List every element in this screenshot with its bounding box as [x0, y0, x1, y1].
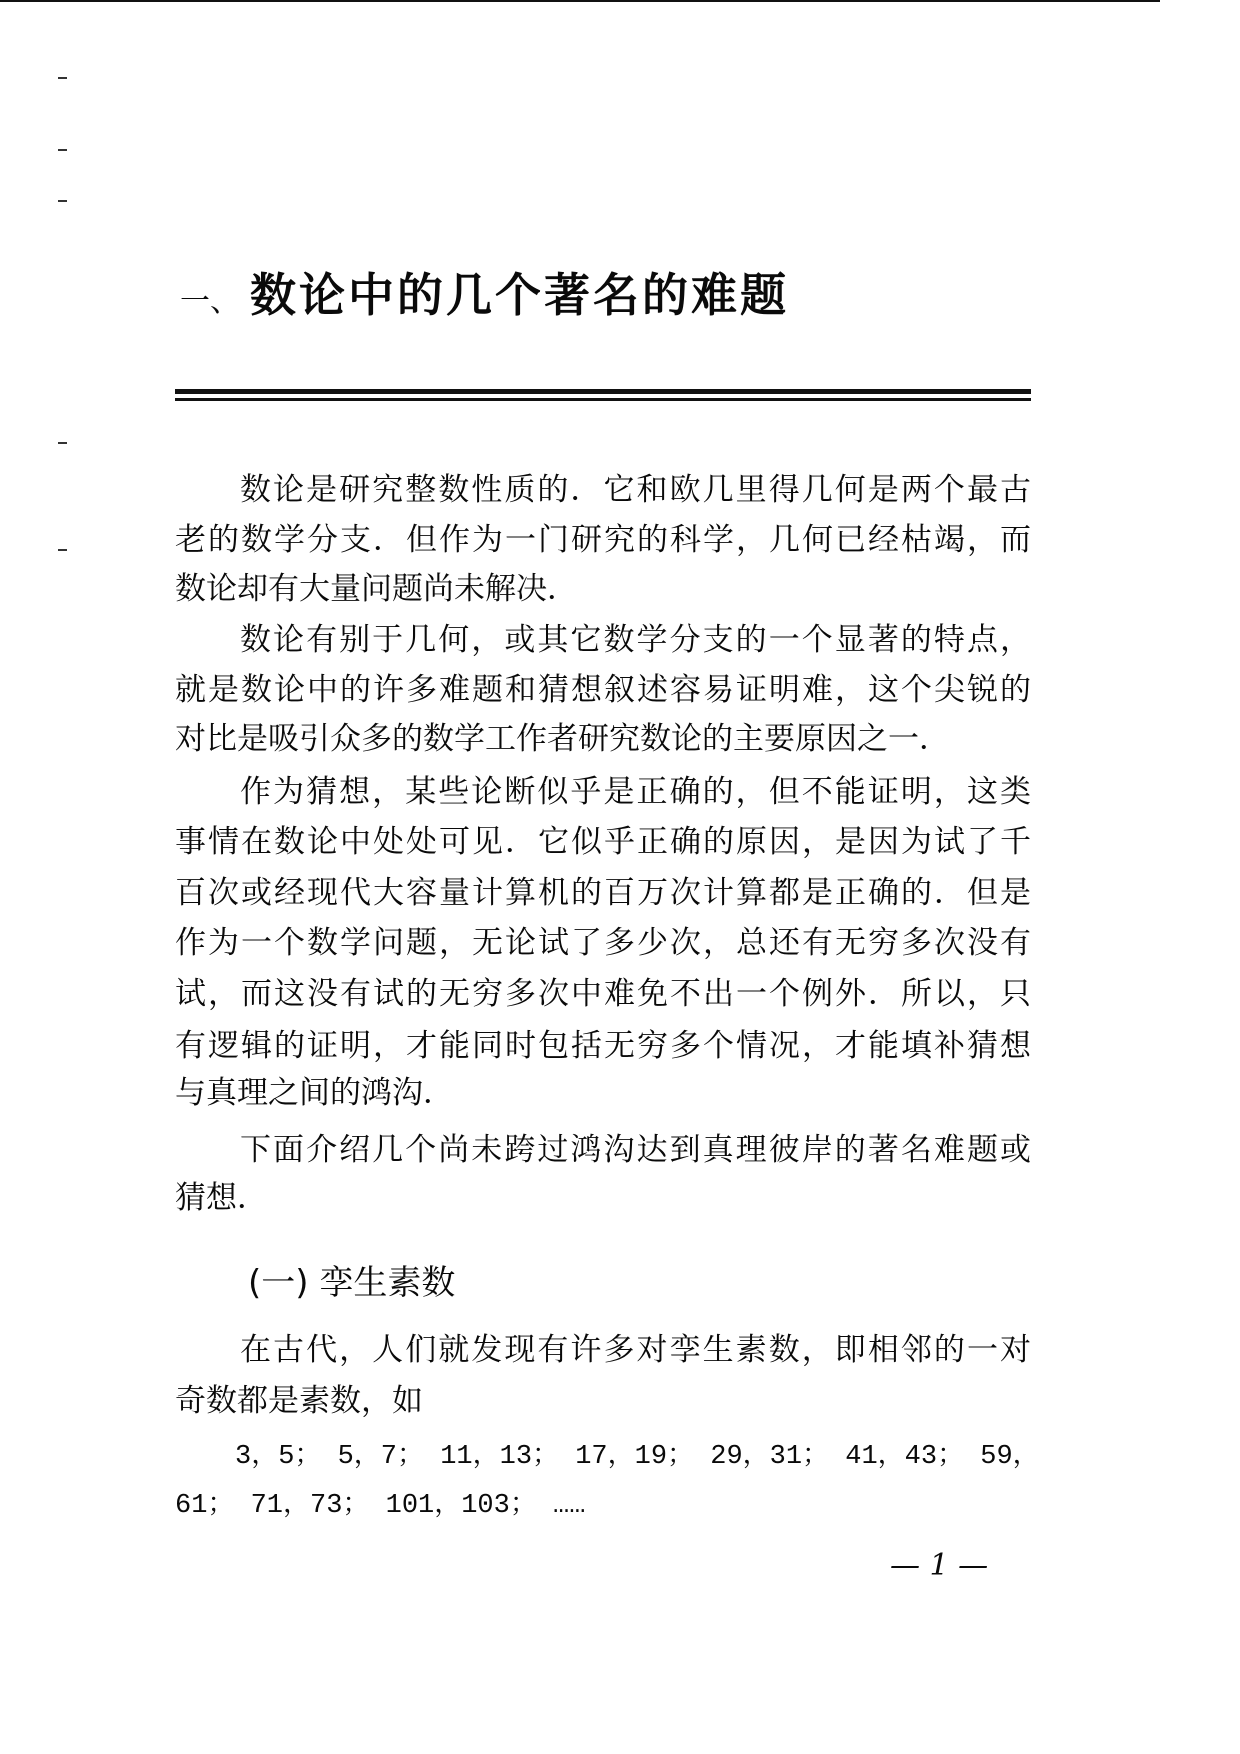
- margin-mark: [58, 149, 67, 151]
- margin-mark: [58, 200, 67, 202]
- text-line: 作为一个数学问题，无论试了多少次，总还有无穷多次没有: [175, 925, 1031, 961]
- title-rule-thin: [175, 398, 1031, 401]
- text-line: 百次或经现代大容量计算机的百万次计算都是正确的．但是: [175, 875, 1031, 911]
- margin-mark: [58, 549, 67, 551]
- chapter-title: [180, 265, 789, 325]
- title-rule-thick: [175, 389, 1031, 394]
- text-line: 老的数学分支．但作为一门研究的科学，几何已经枯竭，而: [175, 522, 1031, 558]
- section-heading: (一) 孪生素数: [248, 1263, 456, 1303]
- text-line: 奇数都是素数，如: [175, 1383, 423, 1419]
- text-line: 对比是吸引众多的数学工作者研究数论的主要原因之一．: [175, 721, 950, 757]
- text-line: 有逻辑的证明，才能同时包括无穷多个情况，才能填补猜想: [175, 1028, 1031, 1064]
- text-line: 就是数论中的许多难题和猜想叙述容易证明难，这个尖锐的: [175, 672, 1031, 708]
- text-line: 与真理之间的鸿沟．: [175, 1075, 454, 1111]
- text-line: 猜想．: [175, 1180, 268, 1216]
- text-line: 数论却有大量问题尚未解决．: [175, 571, 578, 607]
- text-line: 试，而这没有试的无穷多次中难免不出一个例外．所以，只: [175, 976, 1031, 1012]
- scan-top-border: [0, 0, 1160, 2]
- text-line: 下面介绍几个尚未跨过鸿沟达到真理彼岸的著名难题或: [240, 1132, 1031, 1168]
- margin-mark: [58, 77, 67, 79]
- chapter-title-text: 数论中的几个著名的难题: [250, 268, 789, 322]
- twin-prime-examples: 61； 71，73； 101，103； ……: [175, 1491, 586, 1521]
- page-number: — 1 —: [890, 1548, 989, 1583]
- text-line: 数论有别于几何，或其它数学分支的一个显著的特点，: [240, 622, 1031, 658]
- text-line: 数论是研究整数性质的．它和欧几里得几何是两个最古: [240, 472, 1031, 508]
- text-line: 在古代，人们就发现有许多对孪生素数，即相邻的一对: [240, 1332, 1031, 1368]
- text-line: 事情在数论中处处可见．它似乎正确的原因，是因为试了千: [175, 824, 1031, 860]
- chapter-number: 一、: [180, 284, 240, 319]
- twin-prime-examples: 3，5； 5，7； 11，13； 17，19； 29，31； 41，43； 59，: [235, 1442, 1040, 1472]
- text-line: 作为猜想，某些论断似乎是正确的，但不能证明，这类: [240, 774, 1031, 810]
- margin-mark: [58, 442, 67, 444]
